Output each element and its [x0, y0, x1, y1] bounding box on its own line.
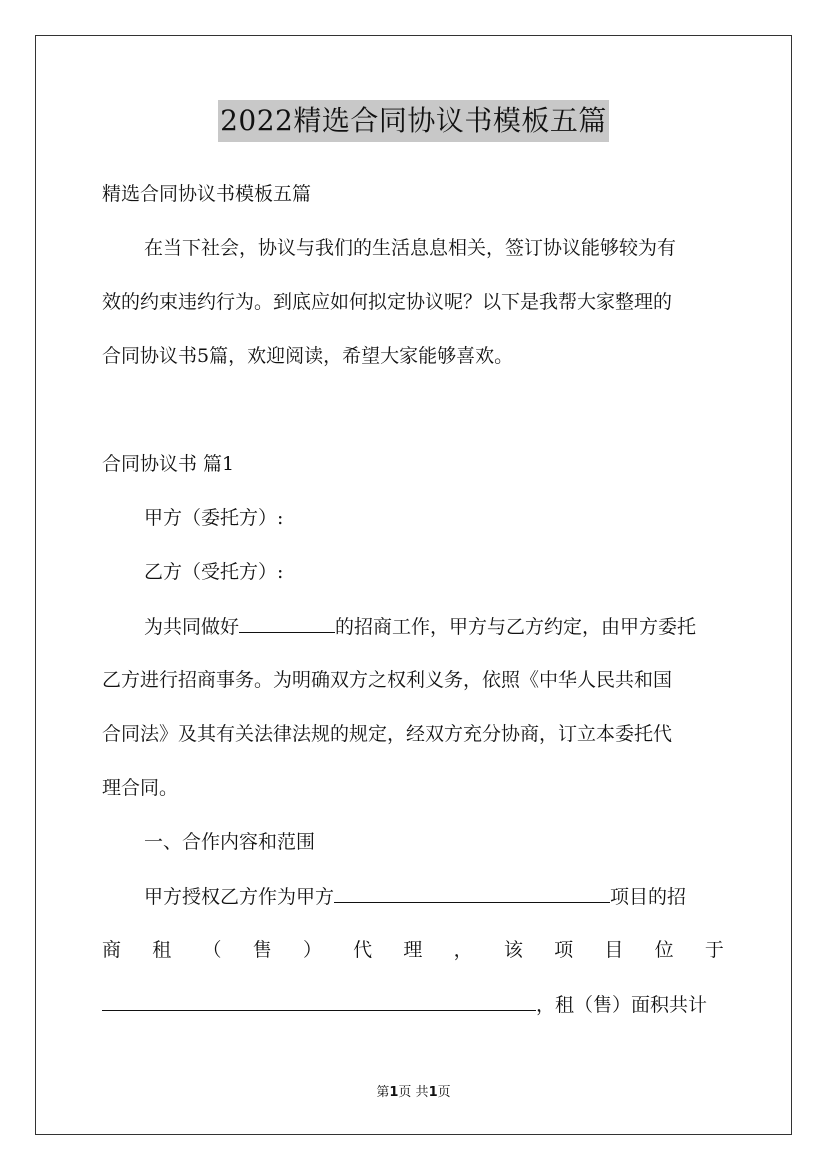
para1-line-1 — [144, 614, 696, 639]
clause1-line3-suffix: ，租（售）面积共计 — [536, 994, 708, 1016]
footer-suffix: 页 — [437, 1085, 451, 1100]
char: 目 — [604, 939, 624, 961]
subtitle: 精选合同协议书模板五篇 — [102, 183, 312, 205]
char: 售 — [252, 939, 272, 961]
para1-line-2: 乙方进行招商事务。为明确双方之权利义务，依照《中华人民共和国 — [102, 669, 673, 691]
char: ） — [302, 939, 322, 961]
intro-line-1: 在当下社会，协议与我们的生活息息相关，签订协议能够较为有 — [144, 237, 677, 259]
char: 代 — [353, 939, 373, 961]
footer-prefix: 第 — [376, 1085, 390, 1100]
party-b-label: 乙方（受托方）: — [144, 561, 284, 583]
clause1-line-3 — [102, 992, 707, 1017]
char: ， — [453, 939, 473, 961]
intro-line-3: 合同协议书5篇，欢迎阅读，希望大家能够喜欢。 — [102, 345, 514, 367]
para1-line-3: 合同法》及其有关法律法规的规定，经双方充分协商，订立本委托代 — [102, 723, 673, 745]
blank-line — [239, 614, 335, 633]
char: 商 — [102, 939, 122, 961]
para1-line-4: 理合同。 — [102, 777, 179, 799]
footer-mid: 页 共 — [398, 1085, 429, 1100]
page-footer — [0, 1085, 827, 1101]
title-container — [0, 100, 827, 142]
char: （ — [202, 939, 222, 961]
footer-total-pages: 1 — [428, 1085, 438, 1100]
footer-page-number: 1 — [389, 1085, 399, 1100]
para1-suffix: 的招商工作，甲方与乙方约定，由甲方委托 — [335, 616, 697, 638]
char: 该 — [503, 939, 523, 961]
blank-line — [102, 992, 536, 1011]
para1-prefix: 为共同做好 — [144, 616, 240, 638]
section-heading: 合同协议书 篇1 — [102, 453, 235, 475]
party-a-label: 甲方（委托方）: — [144, 507, 284, 529]
clause1-line-2 — [102, 938, 724, 962]
char: 于 — [704, 939, 724, 961]
intro-line-2: 效的约束违约行为。到底应如何拟定协议呢？以下是我帮大家整理的 — [102, 291, 673, 313]
char: 位 — [654, 939, 674, 961]
clause1-heading: 一、合作内容和范围 — [144, 831, 316, 853]
document-title: 2022精选合同协议书模板五篇 — [218, 100, 609, 142]
char: 租 — [152, 939, 172, 961]
blank-line — [334, 884, 610, 903]
clause1-prefix: 甲方授权乙方作为甲方 — [144, 886, 335, 908]
clause1-line-1 — [144, 884, 686, 909]
clause1-suffix: 项目的招 — [610, 886, 687, 908]
char: 理 — [403, 939, 423, 961]
char: 项 — [554, 939, 574, 961]
